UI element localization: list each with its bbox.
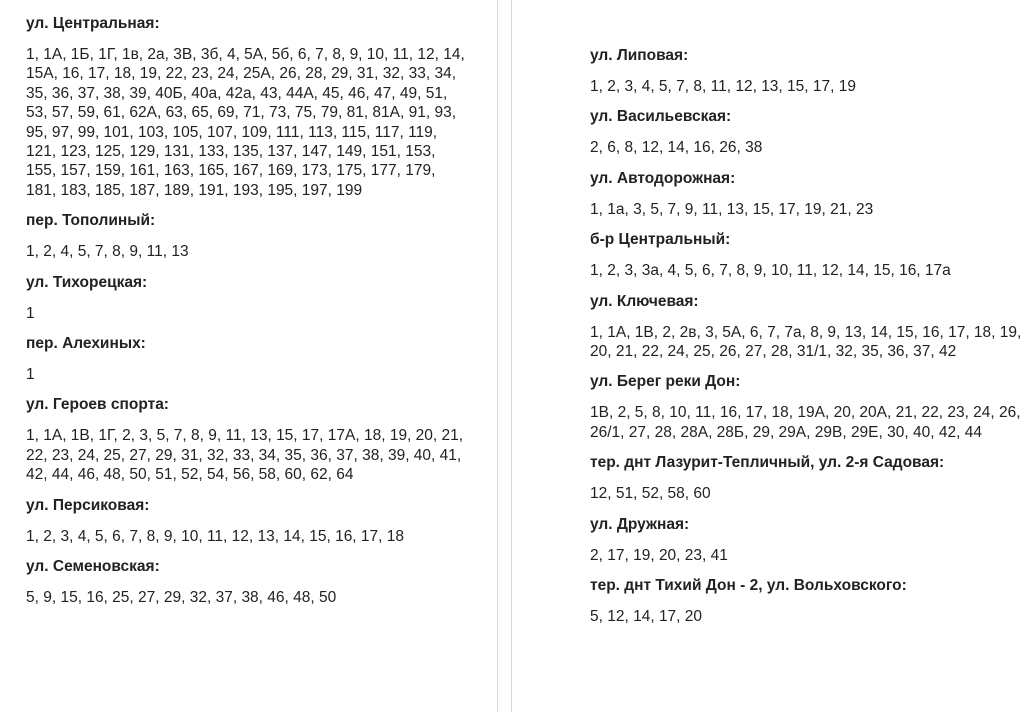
house-numbers: 1, 1А, 1В, 2, 2в, 3, 5А, 6, 7, 7а, 8, 9, 13, 14, 15, 16, 17, 18, 19, 20, 21, 22, 24, 25, 26, 27, 28, 31/1, 32, 35, 36, 37, 42 xyxy=(590,323,1022,361)
right-column xyxy=(590,46,1030,637)
house-numbers: 1, 1А, 1Б, 1Г, 1в, 2а, 3В, 3б, 4, 5А, 5б, 6, 7, 8, 9, 10, 11, 12, 14, 15А, 16, 17, 18, 19, 22, 23, 24, 25А, 26, 28, 29, 31, 32, 33, 34, 35, 36, 37, 38, 39, 40Б, 40а, 42а, 43, 44А, 45, 46, 47, 49, 51, 53, 57, 59, 61, 62А, 63, 65, 69, 71, 73, 75, 79, 81, 81А, 91, 93, 95, 97, 99, 101, 103, 105, 107, 109, 111, 113, 115, 117, 119, 121, 123, 125, 129, 131, 133, 135, 137, 147, 149, 151, 153, 155, 157, 159, 161, 163, 165, 167, 169, 173, 175, 177, 179, 181, 183, 185, 187, 189, 191, 193, 195, 197, 199 xyxy=(26,46,465,199)
house-numbers: 1, 2, 4, 5, 7, 8, 9, 11, 13 xyxy=(26,243,189,261)
street-block xyxy=(26,14,466,200)
street-block xyxy=(26,334,466,384)
column-divider xyxy=(511,0,512,712)
house-numbers: 1, 1А, 1В, 1Г, 2, 3, 5, 7, 8, 9, 11, 13, 15, 17, 17А, 18, 19, 20, 21, 22, 23, 24, 25, 27, 29, 31, 32, 33, 34, 35, 36, 37, 38, 39, 40, 41, 42, 44, 46, 48, 50, 51, 52, 54, 56, 58, 60, 62, 64 xyxy=(26,427,464,484)
street-block xyxy=(590,515,1030,565)
street-name: ул. Центральная: xyxy=(26,15,160,32)
street-name: ул. Семеновская: xyxy=(26,558,160,576)
house-numbers: 5, 12, 14, 17, 20 xyxy=(590,608,703,626)
house-numbers: 12, 51, 52, 58, 60 xyxy=(590,485,711,503)
street-block xyxy=(26,557,466,607)
street-block xyxy=(590,107,1030,157)
street-block xyxy=(590,453,1030,503)
street-name: тер. днт Тихий Дон - 2, ул. Вольховского: xyxy=(590,577,907,595)
street-block xyxy=(590,46,1030,96)
street-block xyxy=(26,211,466,261)
street-name: ул. Ключевая: xyxy=(590,292,699,310)
house-numbers: 1, 1а, 3, 5, 7, 9, 11, 13, 15, 17, 19, 21, 23 xyxy=(590,200,874,218)
street-name: ул. Героев спорта: xyxy=(26,396,169,414)
street-name: ул. Тихорецкая: xyxy=(26,273,148,291)
street-block xyxy=(26,273,466,323)
street-block xyxy=(590,372,1030,442)
house-numbers: 1, 2, 3, 4, 5, 7, 8, 11, 12, 13, 15, 17, 19 xyxy=(590,78,856,95)
street-name: ул. Васильевская: xyxy=(590,108,732,126)
street-name: ул. Дружная: xyxy=(590,515,690,533)
column-divider xyxy=(497,0,498,712)
street-name: б-р Центральный: xyxy=(590,231,731,249)
house-numbers: 1, 2, 3, 4, 5, 6, 7, 8, 9, 10, 11, 12, 13, 14, 15, 16, 17, 18 xyxy=(26,527,405,545)
house-numbers: 1, 2, 3, 3а, 4, 5, 6, 7, 8, 9, 10, 11, 12, 14, 15, 16, 17а xyxy=(590,262,951,280)
house-numbers: 2, 17, 19, 20, 23, 41 xyxy=(590,546,728,564)
street-name: ул. Автодорожная: xyxy=(590,169,736,187)
street-block xyxy=(590,292,1030,362)
street-block xyxy=(26,395,466,484)
street-block xyxy=(590,230,1030,280)
house-numbers: 5, 9, 15, 16, 25, 27, 29, 32, 37, 38, 46, 48, 50 xyxy=(26,589,337,607)
street-name: ул. Персиковая: xyxy=(26,496,150,514)
street-block xyxy=(590,576,1030,626)
house-numbers: 2, 6, 8, 12, 14, 16, 26, 38 xyxy=(590,139,763,157)
street-name: пер. Алехиных: xyxy=(26,335,146,353)
house-numbers: 1В, 2, 5, 8, 10, 11, 16, 17, 18, 19А, 20, 20А, 21, 22, 23, 24, 26, 26/1, 27, 28, 28А, 28Б, 29, 29А, 29В, 29Е, 30, 40, 42, 44 xyxy=(590,404,1021,441)
street-block xyxy=(26,496,466,546)
street-name: ул. Липовая: xyxy=(590,47,689,64)
house-numbers: 1 xyxy=(26,366,35,384)
street-name: пер. Тополиный: xyxy=(26,212,156,230)
house-numbers: 1 xyxy=(26,304,35,322)
left-column xyxy=(26,14,466,619)
street-name: ул. Берег реки Дон: xyxy=(590,373,741,391)
street-name: тер. днт Лазурит-Тепличный, ул. 2-я Садовая: xyxy=(590,454,945,472)
street-block xyxy=(590,169,1030,219)
